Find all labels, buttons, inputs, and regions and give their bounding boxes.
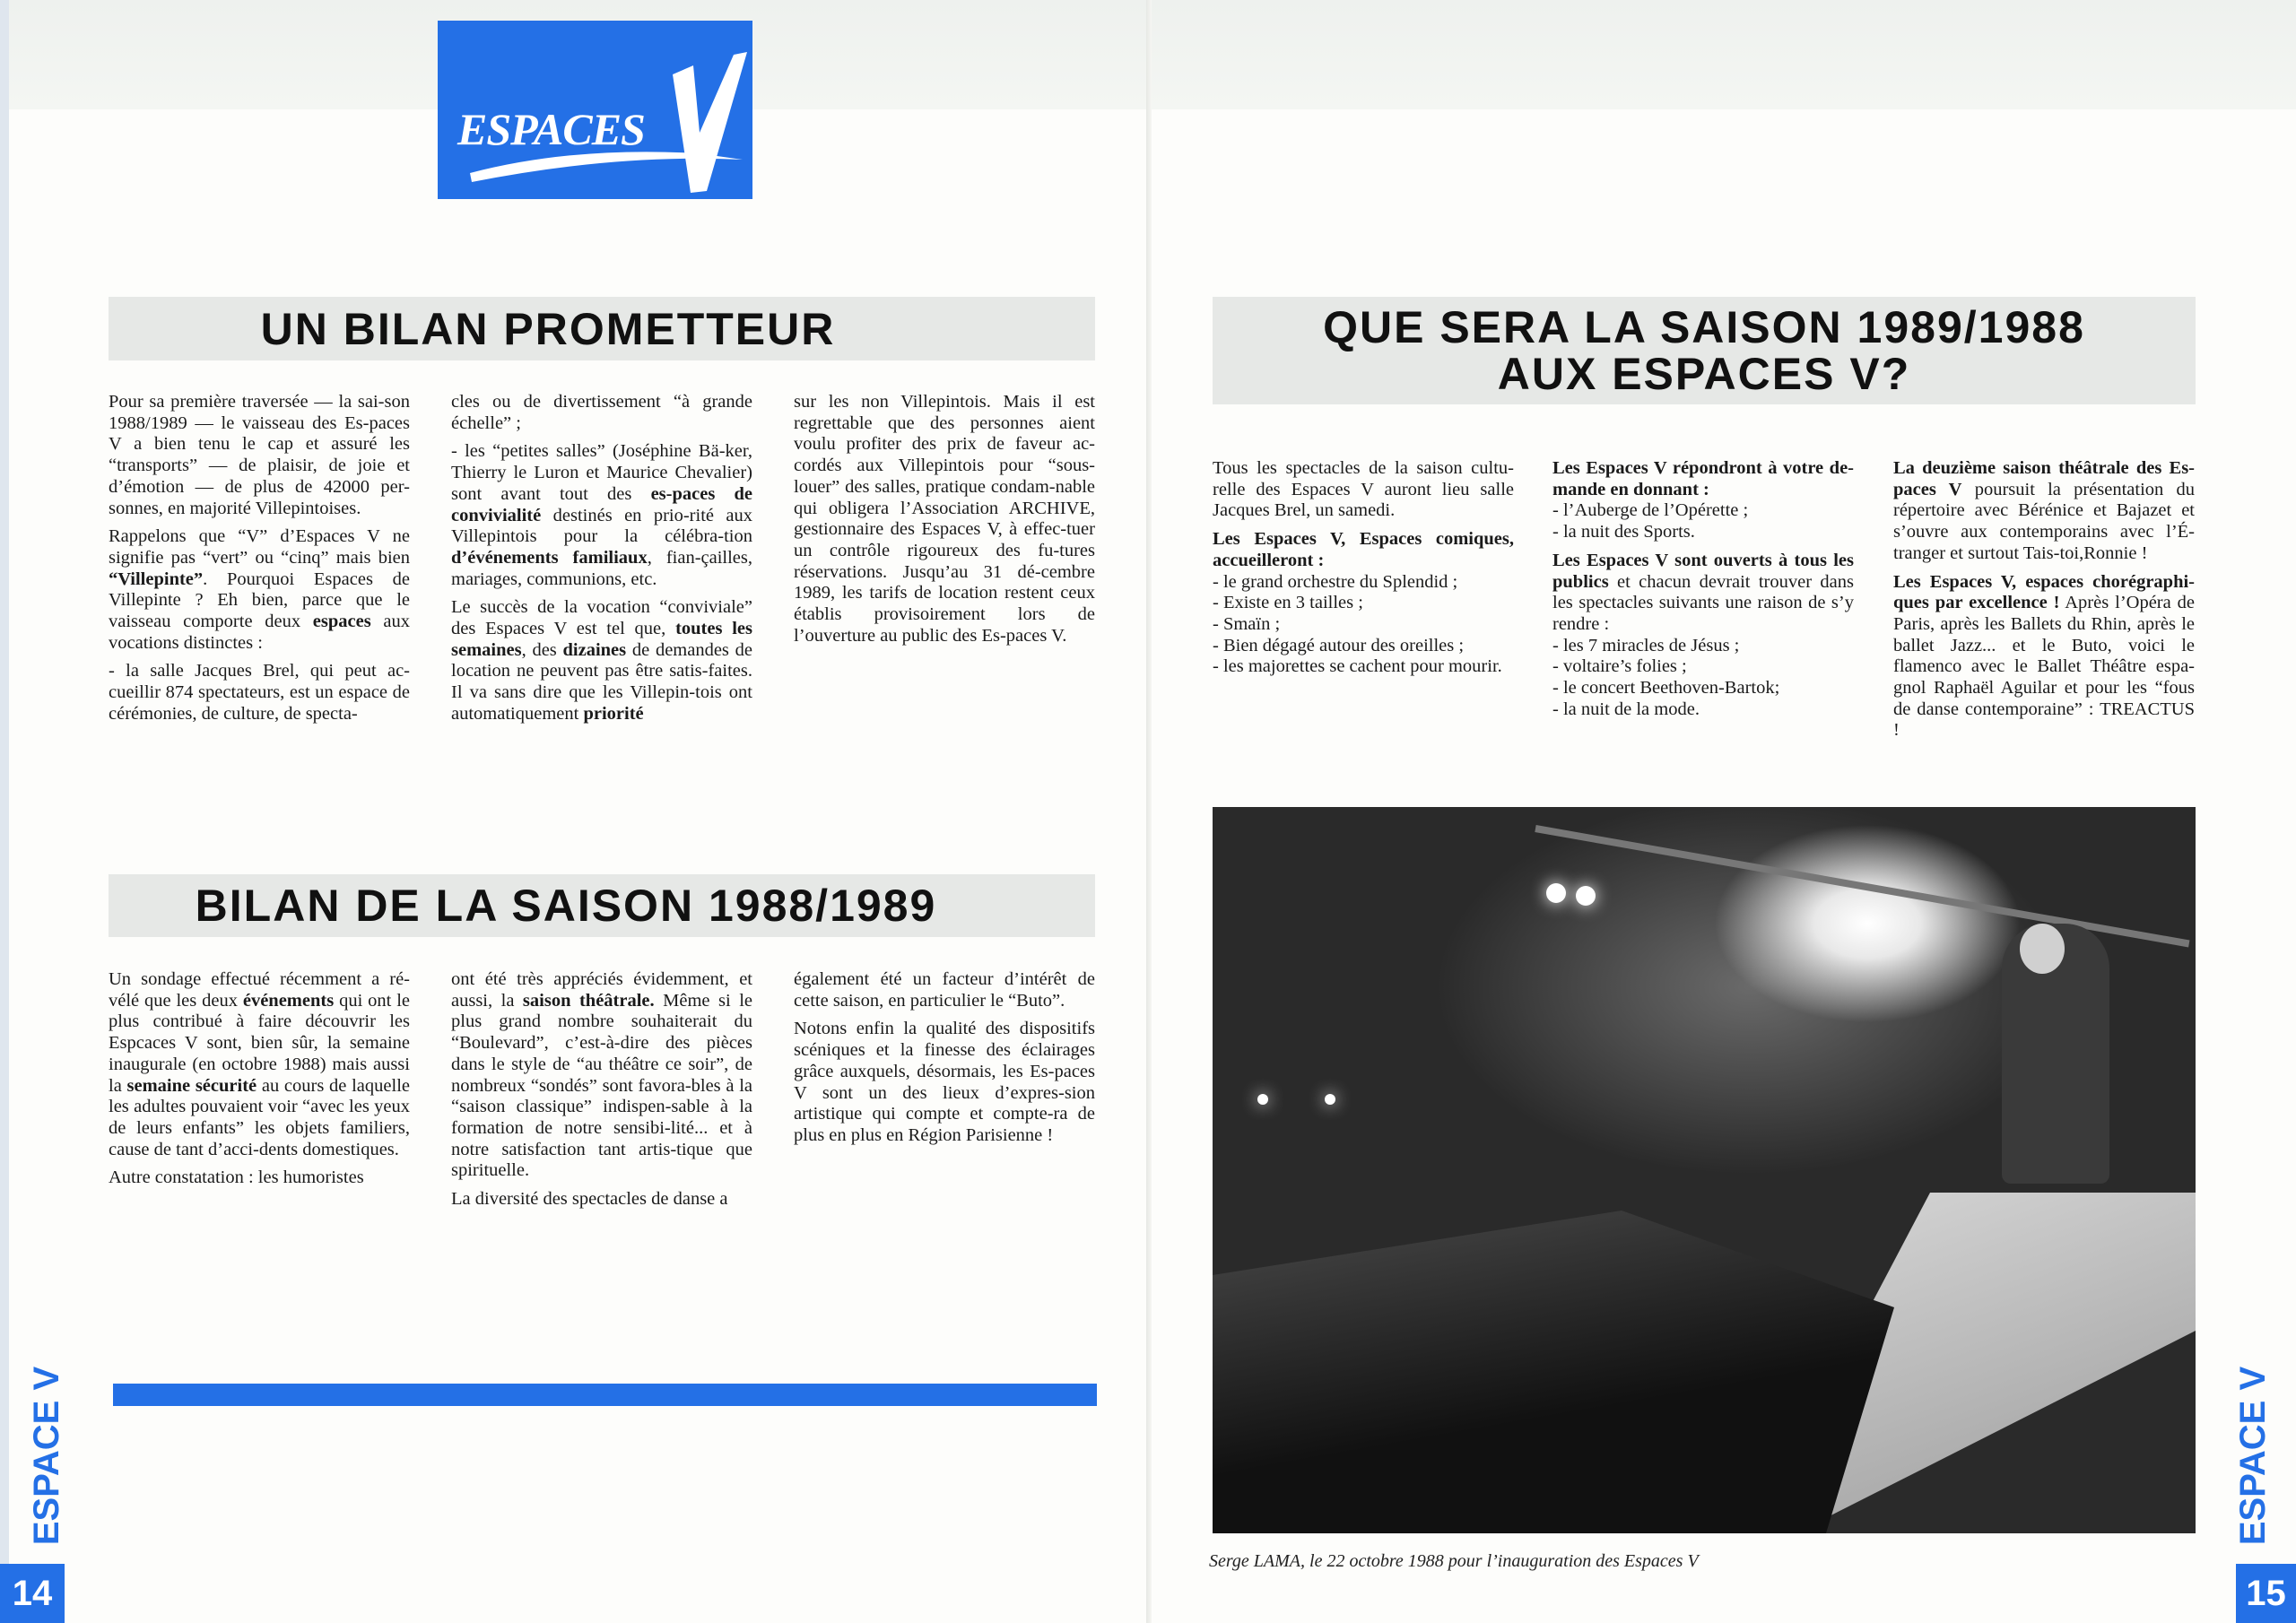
section-heading-bilan-saison	[109, 874, 1095, 937]
paragraph	[1893, 458, 2195, 565]
heading-text: BILAN DE LA SAISON 1988/1989	[195, 881, 937, 931]
article-column	[794, 392, 1095, 654]
lighting-truss	[1535, 825, 2189, 947]
bold-text: Les Espaces V, espaces chorégraphi-ques par excellence !	[1893, 571, 2195, 613]
article-column	[1213, 458, 1514, 678]
bold-text: La deuzième saison théâtrale des Es-paces V	[1893, 458, 2195, 499]
text: Le succès de la vocation “conviviale” des Espaces V est tel que,	[451, 597, 752, 639]
paragraph	[1893, 572, 2195, 742]
spotlight	[1257, 1094, 1268, 1105]
logo-graphic	[438, 21, 752, 199]
heading-line-2: AUX ESPACES V?	[1497, 349, 1911, 399]
text: - les “petites salles” (Joséphine Bä-ker, Thierry le Luron et Maurice Chevalier) sont avant tout des	[451, 441, 752, 504]
paragraph	[1552, 699, 1854, 721]
text: Pour sa première traversée — la sai-son 1988/1989 — le vaisseau des Es-paces V a bien tenu le cap et assuré les “transports” — de plaisir, de joie et d’émotion — de plus de 42000 per-sonnes, en majorité Villepintoises.	[109, 392, 410, 518]
text: qui ont le plus contribué à faire découvrir les Espcaces V sont, bien sûr, la semaine inaugurale (en octobre 1988) mais aussi la	[109, 990, 411, 1096]
svg-text:ESPACES: ESPACES	[457, 104, 645, 154]
text: - les majorettes se cachent pour mourir.	[1213, 656, 1502, 677]
text: - les 7 miracles de Jésus ;	[1552, 635, 1740, 655]
text: Rappelons que “V” d’Espaces V ne signifie pas “vert” ou “cinq” mais bien	[109, 526, 410, 568]
decorative-blue-bar	[113, 1384, 1097, 1406]
text: cles ou de divertissement “à grande échelle” ;	[451, 392, 752, 433]
paragraph	[1213, 458, 1514, 522]
text: destinés en prio-rité aux Villepintois pour la célébra-tion	[451, 505, 752, 547]
espaces-v-logo	[438, 21, 752, 199]
text: - le concert Beethoven-Bartok;	[1552, 678, 1780, 699]
spotlight	[1325, 1094, 1335, 1105]
paragraph	[109, 661, 410, 725]
paragraph	[794, 392, 1095, 647]
article-column	[451, 969, 752, 1218]
text: , des	[521, 639, 563, 660]
bold-text: semaine sécurité	[126, 1075, 257, 1096]
text: - la nuit de la mode.	[1552, 699, 1700, 719]
text: La diversité des spectacles de danse a	[451, 1189, 728, 1210]
text: et chacun devrait trouver dans les spectacles suivants une raison de s’y rendre :	[1552, 571, 1854, 634]
paragraph	[1552, 636, 1854, 657]
paragraph	[109, 392, 410, 519]
side-label-right	[2233, 1366, 2274, 1545]
audience	[1213, 1211, 1894, 1533]
text: Après l’Opéra de Paris, après les Ballets du Rhin, après le ballet Jazz... et le Buto, voici le flamenco avec le Ballet Théâtre espa-gnol Raphaël Aguilar et pour les “fous de danse contemporaine” : TREACTUS !	[1893, 593, 2195, 741]
paragraph	[451, 392, 752, 434]
bold-text: toutes les semaines	[451, 619, 752, 660]
performer-head	[2020, 924, 2065, 974]
paragraph	[1552, 500, 1854, 522]
paragraph	[1213, 636, 1514, 657]
side-label-text: ESPACE V	[2233, 1366, 2274, 1545]
article-column	[1552, 458, 1854, 720]
bold-text: d’événements familiaux	[451, 547, 648, 568]
text: - Bien dégagé autour des oreilles ;	[1213, 635, 1465, 655]
text: ont été très appréciés évidemment, et aussi, la	[451, 969, 752, 1011]
bold-text: Les Espaces V répondront à votre de-mande en donnant :	[1552, 458, 1854, 499]
text: - l’Auberge de l’Opérette ;	[1552, 500, 1749, 521]
paragraph	[1213, 614, 1514, 636]
heading-text: UN BILAN PROMETTEUR	[260, 303, 836, 354]
paragraph	[1213, 572, 1514, 594]
text: de demandes de location ne peuvent pas être satis-faites. Il va sans dire que les Villepin-tois ont automatiquement	[451, 639, 752, 724]
paragraph	[1213, 529, 1514, 571]
article-column	[451, 392, 752, 733]
side-label-text: ESPACE V	[27, 1366, 67, 1545]
paragraph	[451, 1189, 752, 1211]
paragraph	[451, 441, 752, 590]
paragraph	[1552, 551, 1854, 636]
bold-text: événements	[242, 990, 335, 1011]
paragraph	[794, 1019, 1095, 1146]
paragraph	[451, 597, 752, 725]
text: Un sondage effectué récemment a ré-vélé que les deux	[109, 969, 410, 1011]
bold-text: saison théâtrale.	[522, 990, 655, 1011]
text: au cours de laquelle les adultes pouvaient voir “avec les yeux de leurs enfants” les objets familiers, cause de tant d’acci-dents domestiques.	[109, 1075, 410, 1159]
paragraph	[451, 969, 752, 1182]
text: également été un facteur d’intérêt de cette saison, en particulier le “Buto”.	[794, 969, 1095, 1011]
section-heading-bilan-prometteur	[109, 297, 1095, 360]
bold-text: Les Espaces V sont ouverts à tous les publics	[1552, 550, 1854, 592]
page-number-right: 15	[2236, 1564, 2296, 1623]
spotlight	[1576, 886, 1596, 906]
paragraph	[109, 526, 410, 654]
paragraph	[109, 969, 410, 1160]
text: Même si le plus grand nombre souhaiterait du “Boulevard”, c’est-à-dire des pièces dans le style de “au théâtre ce soir”, de nombreux “sondés” sont favora-bles à la “saison classique” indispen-sable à la formation de notre sensibi-lité... et à notre satisfaction tant artis-tique que spirituelle.	[451, 990, 752, 1181]
text: - Smaïn ;	[1213, 613, 1281, 634]
text: - la salle Jacques Brel, qui peut ac-cueillir 874 spectateurs, est un espace de cérémonies, de culture, de specta-	[109, 661, 410, 724]
heading-line-1: QUE SERA LA SAISON 1989/1988	[1323, 302, 2085, 352]
text: - Existe en 3 tailles ;	[1213, 593, 1363, 613]
text: . Pourquoi Espaces de Villepinte ? Eh bien, parce que le vaisseau comporte deux	[109, 568, 410, 632]
bold-text: Les Espaces V, Espaces comiques, accueilleront :	[1213, 529, 1514, 570]
page-edge	[0, 0, 9, 1623]
text: - le grand orchestre du Splendid ;	[1213, 571, 1458, 592]
spotlight	[1546, 883, 1566, 903]
paragraph	[1213, 593, 1514, 614]
side-label-left	[27, 1366, 68, 1545]
paragraph	[1552, 678, 1854, 699]
paragraph	[1552, 522, 1854, 543]
text: aux vocations distinctes :	[109, 612, 410, 653]
paragraph	[1552, 656, 1854, 678]
article-column	[109, 969, 410, 1196]
bold-text: priorité	[583, 703, 644, 724]
bold-text: dizaines	[562, 639, 627, 660]
text: Notons enfin la qualité des dispositifs scéniques et la finesse des éclairages grâce auxquels, désormais, les Es-paces V sont un des lieux d’expres-sion artistique qui compte et compte-ra de plus en plus en Région Parisienne !	[794, 1019, 1095, 1145]
bold-text: “Villepinte”	[109, 568, 204, 589]
text: , fian-çailles, mariages, communions, etc.	[451, 547, 753, 589]
text: sur les non Villepintois. Mais il est regrettable que des personnes aient voulu profiter des prix de faveur ac-cordés aux Villepintois pour “sous-louer” des salles, pratique condam-nable qui obligera l’Association ARCHIVE, gestionnaire des Espaces V, à effec-tuer un contrôle rigoureux des fu-tures réservations. Jusqu’au 31 dé-cembre 1989, les tarifs de location restent ceux établis provisoirement lors de l’ouverture au public des Es-paces V.	[794, 392, 1095, 646]
text: Autre constatation : les humoristes	[109, 1167, 364, 1188]
page-number-left: 14	[0, 1564, 65, 1623]
photo-serge-lama-on-stage	[1213, 807, 2196, 1533]
text: Tous les spectacles de la saison cultu-relle des Espaces V auront lieu salle Jacques Brel, un samedi.	[1213, 458, 1514, 521]
text: - voltaire’s folies ;	[1552, 656, 1687, 677]
page-gutter	[1146, 0, 1152, 1623]
bold-text: es-paces de convivialité	[451, 483, 752, 525]
paragraph	[794, 969, 1095, 1011]
section-heading-que-sera	[1213, 297, 2196, 404]
paragraph	[109, 1167, 410, 1189]
text: poursuit la présentation du répertoire avec Bérénice et Bajazet et s’ouvre aux contemporains avec l’É-tranger et surtout Tais-toi,Ronnie !	[1893, 479, 2195, 563]
paragraph	[1552, 458, 1854, 500]
article-column	[794, 969, 1095, 1154]
bold-text: espaces	[312, 612, 371, 632]
photo-caption: Serge LAMA, le 22 octobre 1988 pour l’inauguration des Espaces V	[1209, 1551, 1699, 1571]
text: - la nuit des Sports.	[1552, 522, 1695, 542]
article-column	[1893, 458, 2195, 749]
article-column	[109, 392, 410, 733]
paragraph	[1213, 656, 1514, 678]
